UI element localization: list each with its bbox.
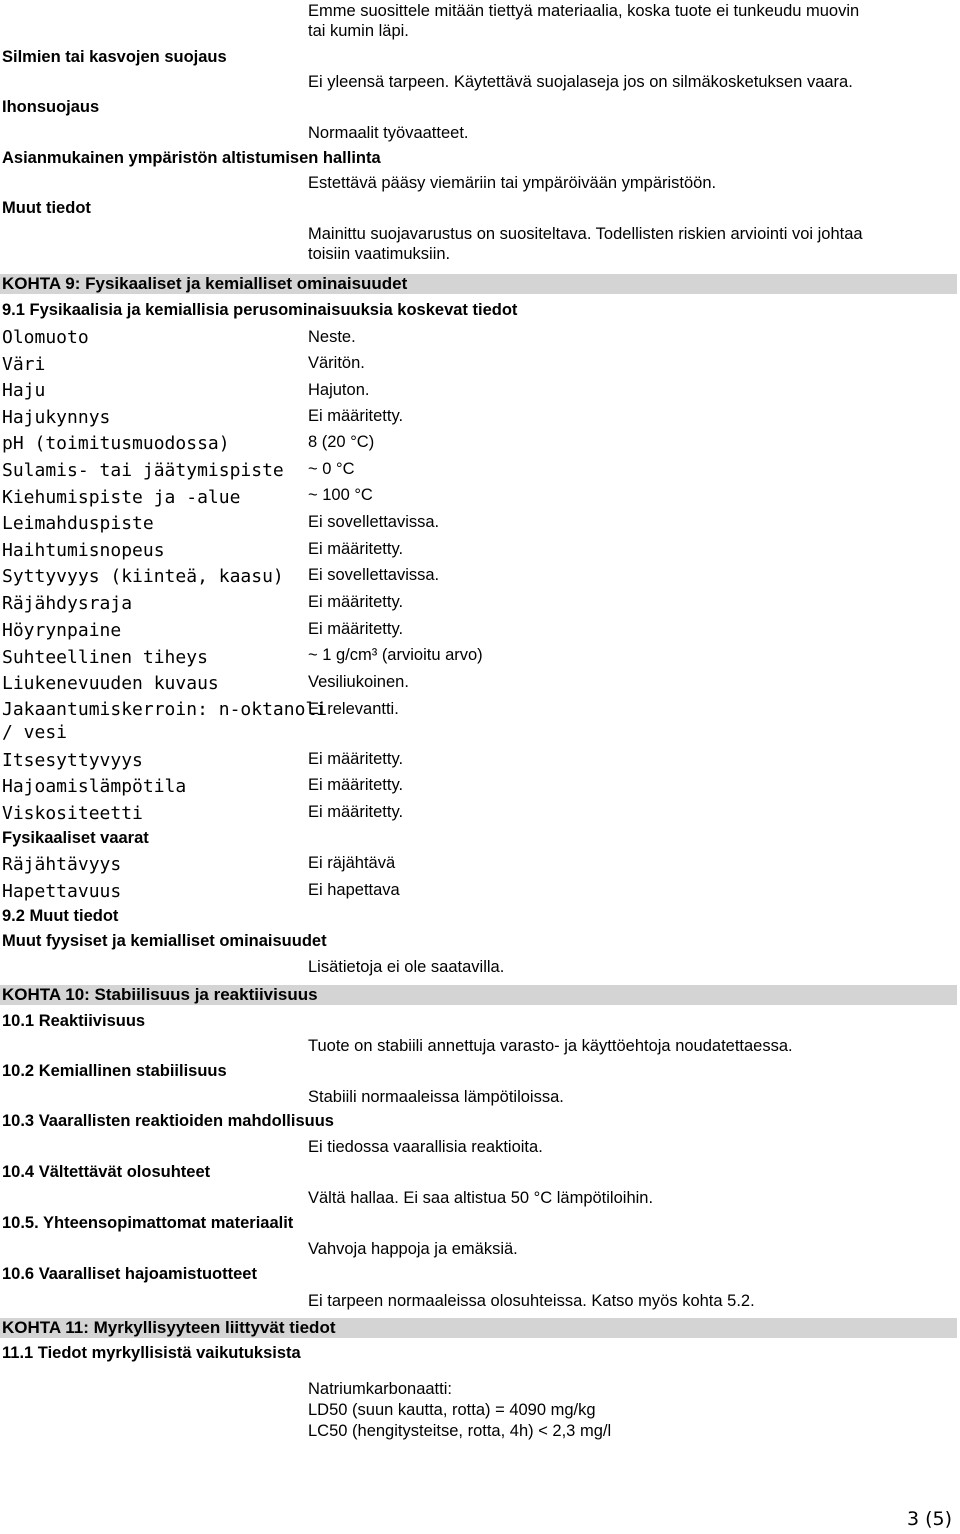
env-exposure-label: Asianmukainen ympäristön altistumisen hallinta bbox=[2, 149, 381, 167]
subsection-value: Vahvoja happoja ja emäksiä. bbox=[308, 1240, 518, 1258]
skin-protection-label: Ihonsuojaus bbox=[2, 98, 100, 116]
prop-value: Neste. bbox=[308, 328, 356, 346]
prop-value: Ei määritetty. bbox=[308, 593, 404, 611]
prop-value: Ei relevantti. bbox=[308, 700, 399, 718]
eye-protection-label: Silmien tai kasvojen suojaus bbox=[2, 48, 227, 66]
prop-label: pH (toimitusmuodossa) bbox=[2, 433, 230, 454]
section-9-2-heading: 9.2 Muut tiedot bbox=[2, 907, 119, 925]
prop-label: Suhteellinen tiheys bbox=[2, 647, 208, 668]
other-properties-heading: Muut fyysiset ja kemialliset ominaisuudet bbox=[2, 932, 327, 950]
subsection-value: Ei tarpeen normaaleissa olosuhteissa. Katso myös kohta 5.2. bbox=[308, 1292, 755, 1310]
prop-label-cont: / vesi bbox=[2, 722, 68, 743]
prop-label: Hajukynnys bbox=[2, 407, 111, 428]
other-info-label: Muut tiedot bbox=[2, 199, 91, 217]
prop-label: Sulamis- tai jäätymispiste bbox=[2, 460, 284, 481]
prop-value: Ei sovellettavissa. bbox=[308, 513, 440, 531]
section-9-title: KOHTA 9: Fysikaaliset ja kemialliset ominaisuudet bbox=[2, 274, 408, 293]
other-info-value-line2: toisiin vaatimuksiin. bbox=[308, 245, 451, 263]
hazard-label: Hapettavuus bbox=[2, 881, 122, 902]
prop-label: Hajoamislämpötila bbox=[2, 776, 187, 797]
prop-label: Syttyvyys (kiinteä, kaasu) bbox=[2, 566, 284, 587]
material-note-line1: Emme suosittele mitään tiettyä materiaalia, koska tuote ei tunkeudu muovin bbox=[308, 2, 860, 20]
prop-label: Liukenevuuden kuvaus bbox=[2, 673, 219, 694]
subsection-value: Ei tiedossa vaarallisia reaktioita. bbox=[308, 1138, 543, 1156]
prop-value: Ei sovellettavissa. bbox=[308, 566, 440, 584]
prop-value: ~ 1 g/cm³ (arvioitu arvo) bbox=[308, 646, 483, 664]
subsection-heading: 10.5. Yhteensopimattomat materiaalit bbox=[2, 1214, 294, 1232]
env-exposure-value: Estettävä pääsy viemäriin tai ympäröivään ympäristöön. bbox=[308, 174, 717, 192]
skin-protection-value: Normaalit työvaatteet. bbox=[308, 124, 469, 142]
prop-value: Ei määritetty. bbox=[308, 407, 404, 425]
prop-label: Viskositeetti bbox=[2, 803, 143, 824]
subsection-value: Vältä hallaa. Ei saa altistua 50 °C lämpötiloihin. bbox=[308, 1189, 654, 1207]
subsection-heading: 10.3 Vaarallisten reaktioiden mahdollisuus bbox=[2, 1112, 334, 1130]
prop-label: Kiehumispiste ja -alue bbox=[2, 487, 241, 508]
prop-label: Itsesyttyvyys bbox=[2, 750, 143, 771]
prop-label: Jakaantumiskerroin: n-oktanoli bbox=[2, 699, 328, 720]
other-properties-value: Lisätietoja ei ole saatavilla. bbox=[308, 958, 505, 976]
prop-label: Haju bbox=[2, 380, 46, 401]
subsection-heading: 10.4 Vältettävät olosuhteet bbox=[2, 1163, 211, 1181]
prop-value: Väritön. bbox=[308, 354, 365, 372]
hazard-label: Räjähtävyys bbox=[2, 854, 122, 875]
prop-label: Leimahduspiste bbox=[2, 513, 154, 534]
prop-value: Ei määritetty. bbox=[308, 776, 404, 794]
section-10-title: KOHTA 10: Stabiilisuus ja reaktiivisuus bbox=[2, 985, 318, 1004]
prop-label: Olomuoto bbox=[2, 327, 89, 348]
section-11-1-heading: 11.1 Tiedot myrkyllisistä vaikutuksista bbox=[2, 1344, 301, 1362]
prop-value: Ei määritetty. bbox=[308, 803, 404, 821]
prop-label: Haihtumisnopeus bbox=[2, 540, 165, 561]
prop-label: Väri bbox=[2, 354, 46, 375]
prop-value: Ei määritetty. bbox=[308, 750, 404, 768]
eye-protection-value: Ei yleensä tarpeen. Käytettävä suojalaseja jos on silmäkosketuksen vaara. bbox=[308, 73, 853, 91]
section-10-header bbox=[0, 985, 957, 1005]
prop-value: Ei määritetty. bbox=[308, 540, 404, 558]
prop-value: Vesiliukoinen. bbox=[308, 673, 409, 691]
subsection-heading: 10.2 Kemiallinen stabiilisuus bbox=[2, 1062, 227, 1080]
page-number: 3 (5) bbox=[906, 1508, 952, 1530]
material-note-line2: tai kumin läpi. bbox=[308, 22, 409, 40]
prop-value: ~ 0 °C bbox=[308, 460, 355, 478]
toxicity-ld50: LD50 (suun kautta, rotta) = 4090 mg/kg bbox=[308, 1401, 596, 1419]
prop-label: Räjähdysraja bbox=[2, 593, 133, 614]
section-9-1-heading: 9.1 Fysikaalisia ja kemiallisia perusominaisuuksia koskevat tiedot bbox=[2, 301, 518, 319]
section-9-header bbox=[0, 274, 957, 294]
prop-label: Höyrynpaine bbox=[2, 620, 122, 641]
subsection-value: Stabiili normaaleissa lämpötiloissa. bbox=[308, 1088, 564, 1106]
toxicity-substance: Natriumkarbonaatti: bbox=[308, 1380, 452, 1398]
hazard-value: Ei räjähtävä bbox=[308, 854, 396, 872]
prop-value: Hajuton. bbox=[308, 381, 370, 399]
hazard-value: Ei hapettava bbox=[308, 881, 400, 899]
prop-value: Ei määritetty. bbox=[308, 620, 404, 638]
subsection-heading: 10.1 Reaktiivisuus bbox=[2, 1012, 146, 1030]
subsection-heading: 10.6 Vaaralliset hajoamistuotteet bbox=[2, 1265, 257, 1283]
physical-hazards-heading: Fysikaaliset vaarat bbox=[2, 829, 149, 847]
subsection-value: Tuote on stabiili annettuja varasto- ja käyttöehtoja noudatettaessa. bbox=[308, 1037, 793, 1055]
other-info-value-line1: Mainittu suojavarustus on suositeltava. Todellisten riskien arviointi voi johtaa bbox=[308, 225, 863, 243]
section-11-title: KOHTA 11: Myrkyllisyyteen liittyvät tiedot bbox=[2, 1318, 336, 1337]
section-11-header bbox=[0, 1318, 957, 1338]
toxicity-lc50: LC50 (hengitysteitse, rotta, 4h) < 2,3 mg/l bbox=[308, 1422, 612, 1440]
prop-value: 8 (20 °C) bbox=[308, 433, 375, 451]
prop-value: ~ 100 °C bbox=[308, 486, 373, 504]
